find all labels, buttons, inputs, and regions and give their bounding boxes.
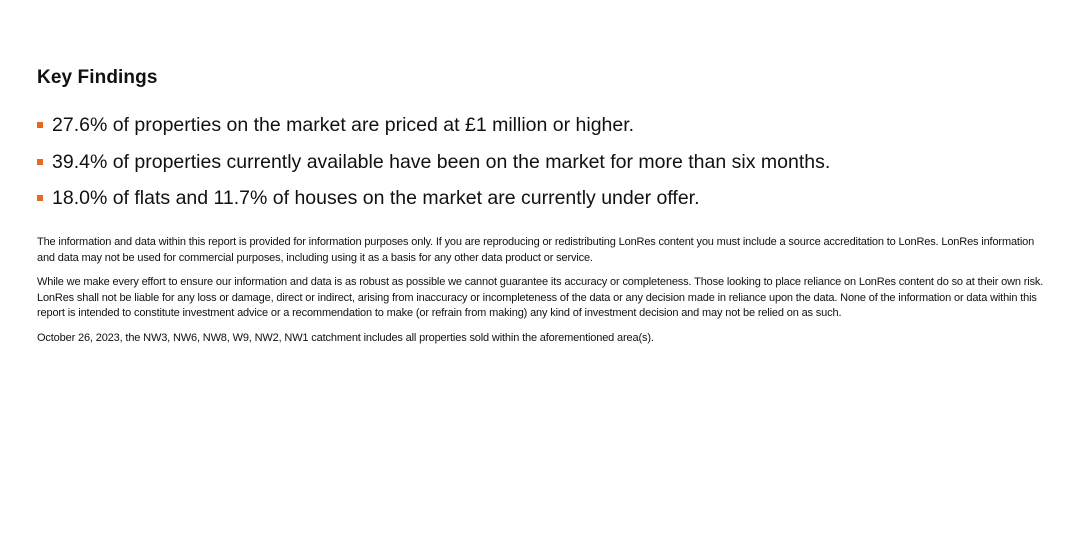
key-findings-heading: Key Findings <box>37 67 158 88</box>
liability-disclaimer: While we make every effort to ensure our information and data is as robust as possible we cannot guarantee its accuracy or completeness. Those looking to place reliance on LonRes content do so at their own risk. LonRes shall not be liable for any loss or damage, direct or indirect, arising from inaccuracy or incompleteness of the data or any decision made in reliance upon the data. None of the information or data within this report is intended to constitute investment advice or a recommendation to make (or refrain from making) any kind of investment decision and may not be relied on as such. <box>37 276 1044 319</box>
finding-item <box>37 185 1047 211</box>
finding-text: 18.0% of flats and 11.7% of houses on the market are currently under offer. <box>52 187 700 209</box>
finding-item <box>37 149 1047 175</box>
finding-text: 39.4% of properties currently available have been on the market for more than six months. <box>52 150 831 173</box>
square-bullet-icon <box>37 195 43 201</box>
usage-disclaimer: The information and data within this report is provided for information purposes only. If you are reproducing or redistributing LonRes content you must include a source accreditation to LonRes. LonRes information and data may not be used for commercial purposes, including using it as a basis for any other data product or service. <box>37 236 1035 264</box>
square-bullet-icon <box>37 159 43 165</box>
report-page <box>37 64 1047 355</box>
finding-item <box>37 112 1047 138</box>
key-findings-list <box>37 112 1047 211</box>
square-bullet-icon <box>37 122 43 128</box>
finding-text: 27.6% of properties on the market are priced at £1 million or higher. <box>52 114 635 136</box>
catchment-note: October 26, 2023, the NW3, NW6, NW8, W9, NW2, NW1 catchment includes all properties sold within the aforementioned area(s). <box>37 331 654 344</box>
